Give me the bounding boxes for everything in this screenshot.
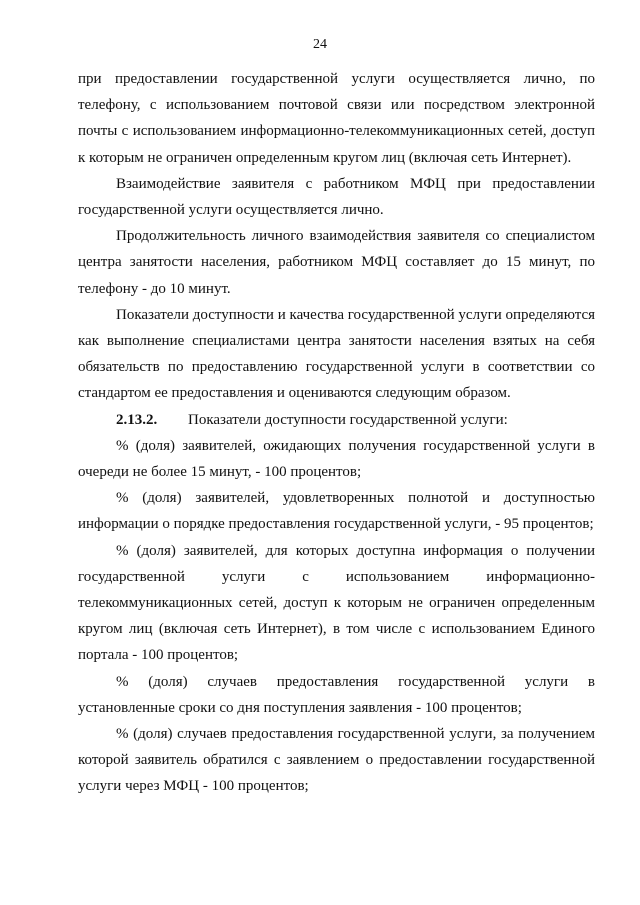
paragraph-mfc-interaction: Взаимодействие заявителя с работником МФЦ при предоставлении государственной услуги осуществляется лично.: [78, 175, 595, 219]
indicator-item: % (доля) случаев предоставления государственной услуги, за получением которой заявитель обратился с заявлением о предоставлении государственной услуги через МФЦ - 100 процентов;: [78, 726, 595, 795]
paragraph-interaction-duration: Продолжительность личного взаимодействия заявителя со специалистом центра занятости населения, работником МФЦ составляет до 15 минут, по телефону - до 10 минут.: [78, 228, 595, 297]
document-body: [78, 66, 595, 800]
section-heading: [78, 407, 595, 433]
paragraph-continuation: при предоставлении государственной услуги осуществляется лично, по телефону, с использованием почтовой связи или посредством электронной почты с использованием информационно-телекоммуникационных сетей, доступ к которым не ограничен определенным кругом лиц (включая сеть Интернет).: [78, 71, 595, 166]
indicator-item: % (доля) заявителей, для которых доступна информация о получении государственной услуги с использованием информационно-телекоммуникационных сетей, доступ к которым не ограничен определенным кругом лиц (включая сеть Интернет), в том числе с использованием Единого портала - 100 процентов;: [78, 542, 595, 664]
indicator-item: % (доля) заявителей, удовлетворенных полнотой и доступностью информации о порядке предоставления государственной услуги, - 95 процентов;: [78, 490, 595, 533]
indicator-item: % (доля) заявителей, ожидающих получения государственной услуги в очереди не более 15 минут, - 100 процентов;: [78, 437, 595, 481]
page-number: 24: [313, 37, 327, 52]
section-title: Показатели доступности государственной услуги:: [188, 411, 508, 428]
paragraph-quality-indicators: Показатели доступности и качества государственной услуги определяются как выполнение специалистами центра занятости населения взятых на себя обязательств по предоставлению государственной услуги в соответствии со стандартом ее предоставления и оцениваются следующим образом.: [78, 306, 595, 402]
section-number: 2.13.2.: [116, 411, 158, 428]
indicator-item: % (доля) случаев предоставления государственной услуги в установленные сроки со дня поступления заявления - 100 процентов;: [78, 673, 595, 716]
